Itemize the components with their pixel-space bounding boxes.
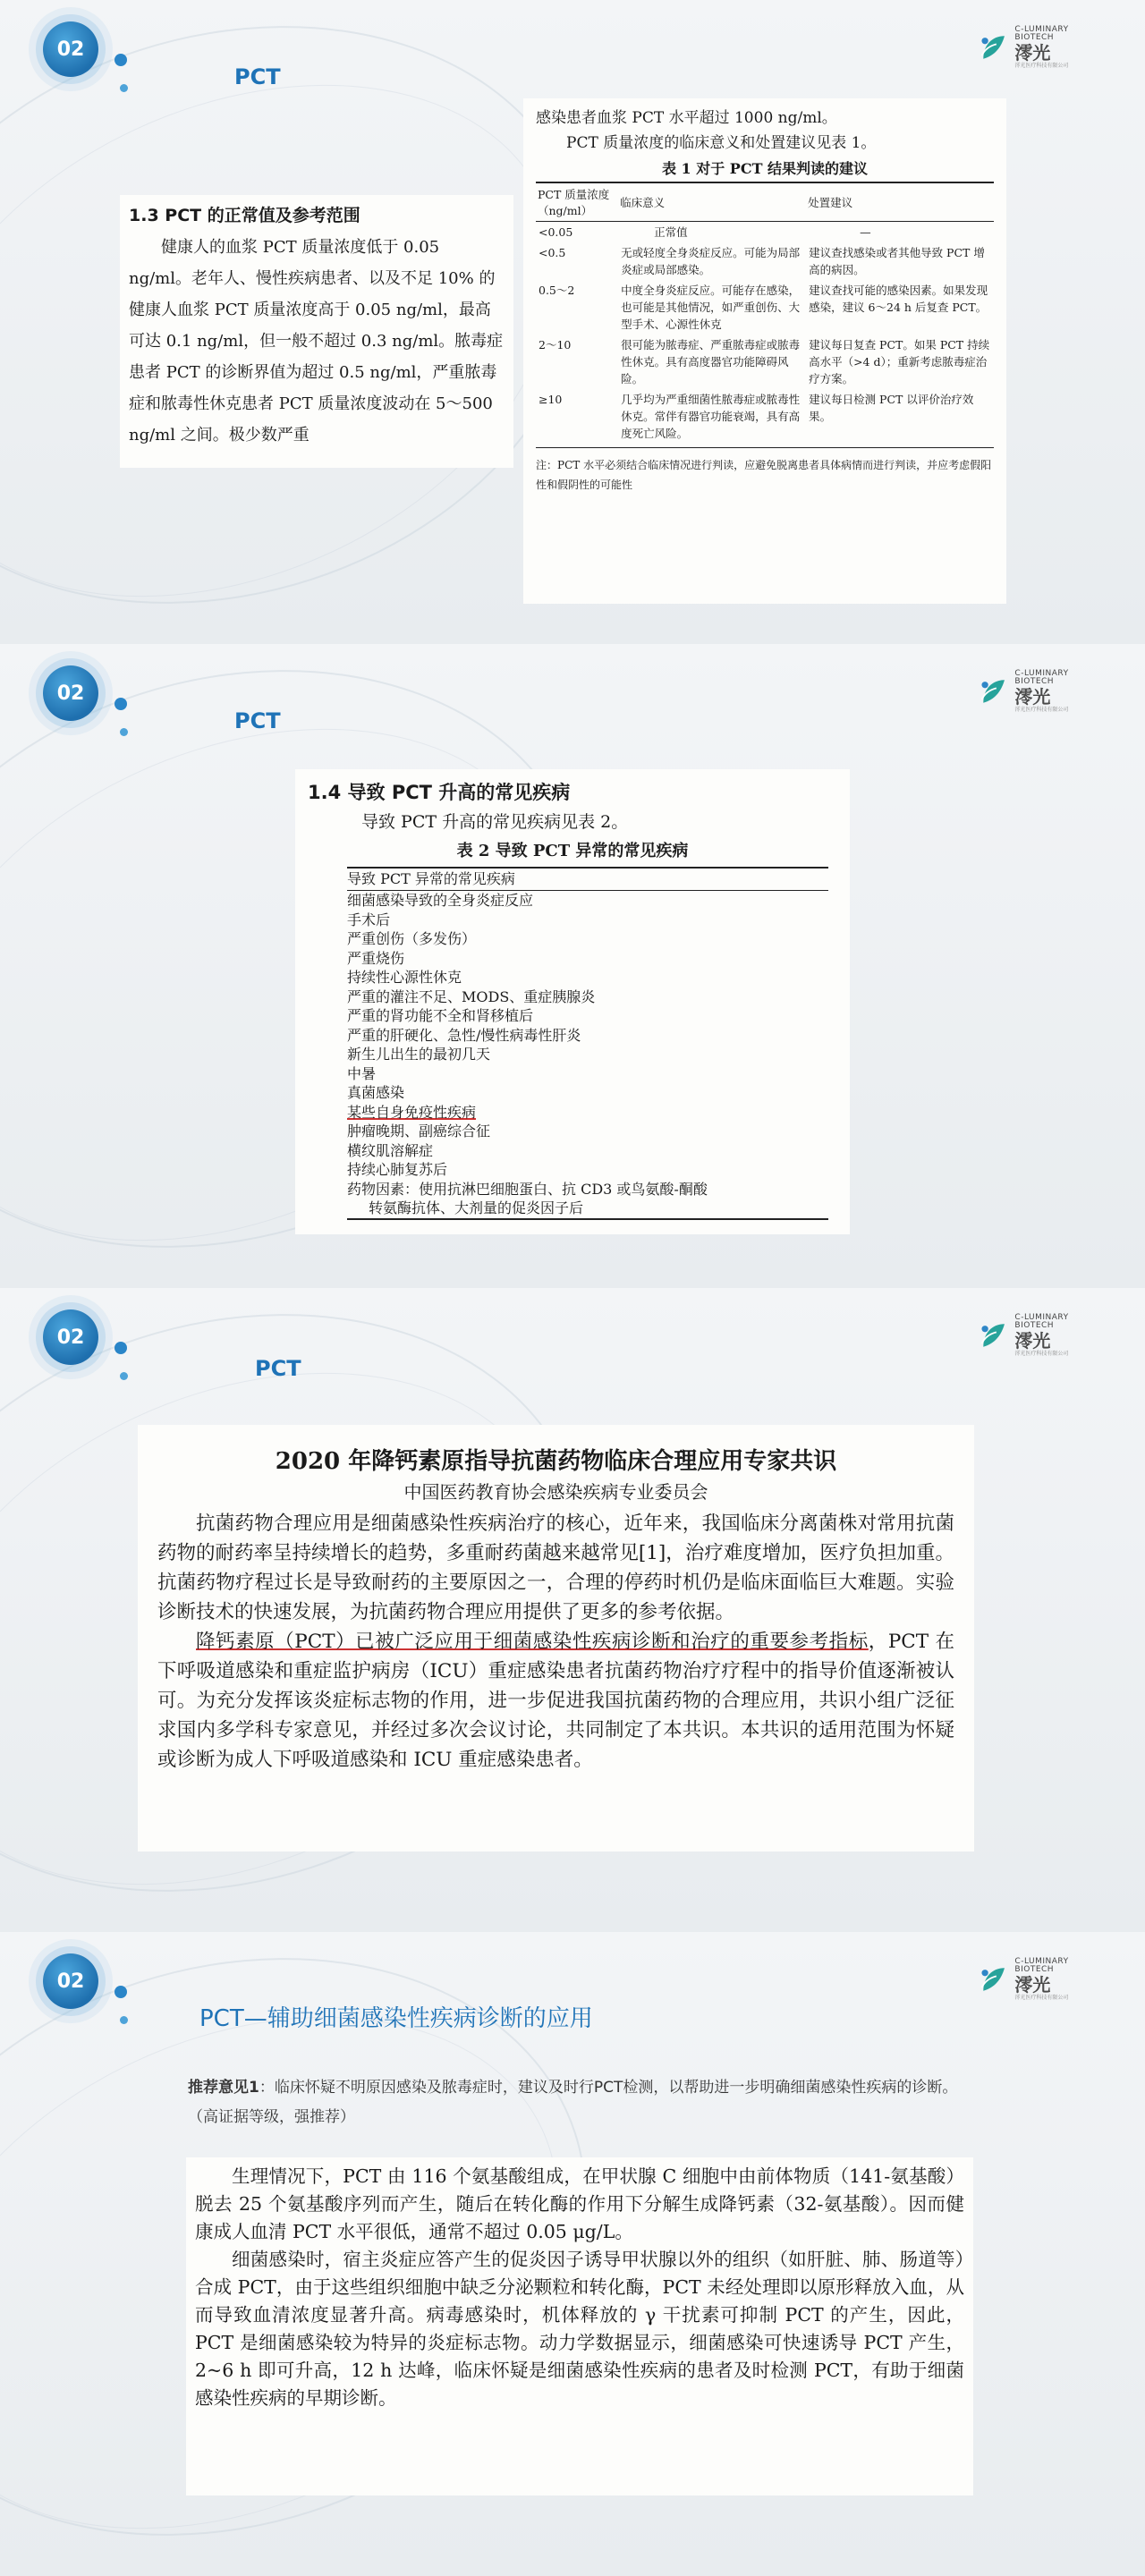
excerpt-heading: 1.4 导致 PCT 升高的常见疾病 bbox=[308, 782, 571, 803]
table-cell: <0.5 bbox=[539, 246, 566, 259]
list-item: 转氨酶抗体、大剂量的促炎因子后 bbox=[369, 1199, 584, 1216]
decor-dot bbox=[114, 1986, 127, 1998]
logo-english: C-LUMINARY BIOTECH bbox=[1014, 1313, 1069, 1330]
logo-english: C-LUMINARY BIOTECH bbox=[1014, 669, 1069, 686]
excerpt-reference-range bbox=[120, 195, 513, 468]
logo-subtitle: 澪光医疗科技有限公司 bbox=[1014, 63, 1069, 69]
section-badge: 02 bbox=[43, 665, 98, 721]
list-item: 药物因素：使用抗淋巴细胞蛋白、抗 CD3 或鸟氨酸-酮酸 bbox=[347, 1180, 708, 1198]
paragraph bbox=[157, 1627, 954, 1775]
excerpt-mechanism bbox=[186, 2157, 973, 2496]
logo-subtitle: 澪光医疗科技有限公司 bbox=[1014, 707, 1069, 713]
list-item: 严重的肝硬化、急性/慢性病毒性肝炎 bbox=[347, 1026, 581, 1044]
list-item: 严重创伤（多发伤） bbox=[347, 930, 477, 947]
decor-dot bbox=[114, 698, 127, 710]
highlighted-text: 降钙素原（PCT）已被广泛应用于细菌感染性疾病诊断和治疗的重要参考指标 bbox=[196, 1631, 869, 1653]
logo-leaf-icon bbox=[977, 1962, 1009, 1997]
excerpt-consensus bbox=[138, 1425, 974, 1852]
table-row bbox=[536, 222, 994, 243]
recommendation-label: 推荐意见1 bbox=[188, 2079, 259, 2097]
excerpt-table-1 bbox=[523, 98, 1006, 604]
company-logo bbox=[977, 25, 1102, 70]
slide-1 bbox=[0, 0, 1145, 644]
company-logo bbox=[977, 1313, 1102, 1358]
paragraph: 生理情况下，PCT 由 116 个氨基酸组成，在甲状腺 C 细胞中由前体物质（141-氨基酸）脱去 25 个氨基酸序列而产生，随后在转化酶的作用下分解生成降钙素（32-氨基酸）。因而健康成人血清 PCT 水平很低，通常不超过 0.05 μg/L。 bbox=[195, 2165, 964, 2242]
disease-list-table bbox=[347, 867, 828, 1220]
logo-chinese: 澪光 bbox=[1014, 1330, 1051, 1352]
slide-title: PCT—辅助细菌感染性疾病诊断的应用 bbox=[199, 2005, 593, 2032]
section-badge: 02 bbox=[43, 1953, 98, 2009]
list-item-highlighted: 某些自身免疫性疾病 bbox=[347, 1103, 477, 1121]
table-cell: — bbox=[860, 225, 871, 239]
logo-leaf-icon bbox=[977, 674, 1009, 709]
logo-leaf-icon bbox=[977, 30, 1009, 65]
paragraph-text: ，PCT 在下呼吸道感染和重症监护病房（ICU）重症感染患者抗菌药物治疗疗程中的指导价值逐渐被认可。为充分发挥该炎症标志物的作用，进一步促进我国抗菌药物的合理应用，共识小组广泛征求国内多学科专家意见，并经过多次会议讨论，共同制定了本共识。本共识的适用范围为怀疑或诊断为成人下呼吸道感染和 ICU 重症感染患者。 bbox=[157, 1631, 954, 1771]
recommendation bbox=[188, 2073, 975, 2132]
logo-chinese: 澪光 bbox=[1014, 42, 1051, 64]
column-header: 处置建议 bbox=[806, 182, 994, 222]
excerpt-heading: 1.3 PCT 的正常值及参考范围 bbox=[129, 206, 360, 225]
table-caption: 表 2 导致 PCT 异常的常见疾病 bbox=[456, 842, 689, 860]
table-cell: 几乎均为严重细菌性脓毒症或脓毒性休克。常伴有器官功能衰竭，具有高度死亡风险。 bbox=[618, 389, 806, 448]
table-cell: 建议查找可能的感染因素。如果发现感染，建议 6～24 h 后复查 PCT。 bbox=[809, 284, 988, 314]
document-title: 2020 年降钙素原指导抗菌药物临床合理应用专家共识 bbox=[275, 1448, 837, 1475]
table-row bbox=[536, 335, 994, 389]
excerpt-intro: PCT 质量浓度的临床意义和处置建议见表 1。 bbox=[566, 134, 877, 152]
excerpt-text: 健康人的血浆 PCT 质量浓度低于 0.05 ng/ml。老年人、慢性疾病患者、以及不足 10% 的健康人血浆 PCT 质量浓度高于 0.05 ng/ml，最高可达 0.1 ng/ml，但一般不超过 0.3 ng/ml。脓毒症患者 PCT 的诊断界值为超过 0.5 ng/ml，严重脓毒症和脓毒性休克患者 PCT 质量浓度波动在 5～500 ng/ml 之间。极少数严重 bbox=[129, 238, 504, 445]
list-item: 新生儿出生的最初几天 bbox=[347, 1046, 491, 1063]
list-item: 真菌感染 bbox=[347, 1084, 405, 1101]
table-cell: 2～10 bbox=[539, 338, 572, 352]
list-item: 持续心肺复苏后 bbox=[347, 1161, 448, 1178]
logo-leaf-icon bbox=[977, 1318, 1009, 1353]
table-cell: <0.05 bbox=[539, 225, 573, 239]
decor-dot bbox=[120, 728, 128, 736]
list-item: 中暑 bbox=[347, 1064, 377, 1082]
table-row bbox=[536, 389, 994, 448]
section-badge: 02 bbox=[43, 1309, 98, 1365]
list-item: 横纹肌溶解症 bbox=[347, 1141, 434, 1159]
table-note: 注：PCT 水平必须结合临床情况进行判读，应避免脱离患者具体病情而进行判读，并应考虑假阳性和假阴性的可能性 bbox=[536, 459, 992, 491]
table-row bbox=[536, 280, 994, 335]
table-cell: 很可能为脓毒症、严重脓毒症或脓毒性休克。具有高度器官功能障碍风险。 bbox=[621, 338, 801, 386]
table-row bbox=[536, 242, 994, 280]
section-badge: 02 bbox=[43, 21, 98, 77]
company-logo bbox=[977, 1957, 1102, 2002]
table-cell: 0.5～2 bbox=[539, 284, 575, 297]
logo-chinese: 澪光 bbox=[1014, 686, 1051, 708]
table-cell: 建议每日复查 PCT。如果 PCT 持续高水平（>4 d）；重新考虑脓毒症治疗方案。 bbox=[809, 338, 990, 386]
paragraph: 细菌感染时，宿主炎症应答产生的促炎因子诱导甲状腺以外的组织（如肝脏、肺、肠道等）合成 PCT，由于这些组织细胞中缺乏分泌颗粒和转化酶，PCT 未经处理即以原形释放入血，从而导致血清浓度显著升高。病毒感染时，机体释放的 γ 干扰素可抑制 PCT 的产生，因此，PCT 是细菌感染较为特异的炎症标志物。动力学数据显示，细菌感染可快速诱导 PCT 产生，2~6 h 即可升高，12 h 达峰，临床怀疑是细菌感染性疾病的患者及时检测 PCT，有助于细菌感染性疾病的早期诊断。 bbox=[195, 2249, 964, 2409]
company-logo bbox=[977, 669, 1102, 714]
list-item: 手术后 bbox=[347, 911, 391, 928]
document-organization: 中国医药教育协会感染疾病专业委员会 bbox=[403, 1481, 708, 1503]
logo-english: C-LUMINARY BIOTECH bbox=[1014, 1957, 1069, 1974]
decor-dot bbox=[120, 2016, 128, 2024]
logo-subtitle: 澪光医疗科技有限公司 bbox=[1014, 1995, 1069, 2001]
table-cell: 建议每日检测 PCT 以评价治疗效果。 bbox=[806, 389, 994, 448]
logo-subtitle: 澪光医疗科技有限公司 bbox=[1014, 1351, 1069, 1357]
table-cell: 正常值 bbox=[654, 225, 688, 239]
column-header: 导致 PCT 异常的常见疾病 bbox=[347, 869, 828, 891]
list-item: 严重烧伤 bbox=[347, 949, 405, 967]
list-item: 持续性心源性休克 bbox=[347, 969, 462, 986]
decor-dot bbox=[120, 84, 128, 92]
decor-dot bbox=[114, 1342, 127, 1354]
excerpt-table-2 bbox=[295, 769, 850, 1234]
column-header: 临床意义 bbox=[618, 182, 806, 222]
excerpt-intro: 感染患者血浆 PCT 水平超过 1000 ng/ml。 bbox=[536, 109, 837, 127]
list-item: 严重的灌注不足、MODS、重症胰腺炎 bbox=[347, 987, 596, 1005]
paragraph: 抗菌药物合理应用是细菌感染性疾病治疗的核心，近年来，我国临床分离菌株对常用抗菌药物的耐药率呈持续增长的趋势，多重耐药菌越来越常见[1]，治疗难度增加，医疗负担加重。抗菌药物疗程过长是导致耐药的主要原因之一，合理的停药时机仍是临床面临巨大难题。实验诊断技术的快速发展，为抗菌药物合理应用提供了更多的参考依据。 bbox=[157, 1513, 954, 1623]
slide-title: PCT bbox=[255, 1356, 301, 1381]
decor-dot bbox=[120, 1372, 128, 1380]
table-caption: 表 1 对于 PCT 结果判读的建议 bbox=[661, 160, 869, 177]
table-cell: 无或轻度全身炎症反应。可能为局部炎症或局部感染。 bbox=[621, 246, 801, 276]
pct-interpretation-table bbox=[536, 182, 994, 448]
excerpt-intro: 导致 PCT 升高的常见疾病见表 2。 bbox=[361, 812, 629, 832]
decor-dot bbox=[114, 54, 127, 66]
slide-title: PCT bbox=[234, 64, 281, 89]
table-cell: ≥10 bbox=[536, 389, 618, 448]
list-item: 肿瘤晚期、副癌综合征 bbox=[347, 1123, 491, 1140]
table-cell: 建议查找感染或者其他导致 PCT 增高的病因。 bbox=[809, 246, 985, 276]
column-header: PCT 质量浓度（ng/ml） bbox=[536, 182, 618, 222]
list-item: 严重的肾功能不全和肾移植后 bbox=[347, 1007, 534, 1024]
logo-chinese: 澪光 bbox=[1014, 1974, 1051, 1996]
recommendation-text: ：临床怀疑不明原因感染及脓毒症时，建议及时行PCT检测，以帮助进一步明确细菌感染性疾病的诊断。（高证据等级，强推荐） bbox=[188, 2079, 958, 2126]
slide-title: PCT bbox=[234, 708, 281, 733]
logo-english: C-LUMINARY BIOTECH bbox=[1014, 25, 1069, 42]
list-item: 细菌感染导致的全身炎症反应 bbox=[347, 892, 534, 909]
table-cell: 中度全身炎症反应。可能存在感染，也可能是其他情况，如严重创伤、大型手术、心源性休克 bbox=[621, 284, 801, 331]
